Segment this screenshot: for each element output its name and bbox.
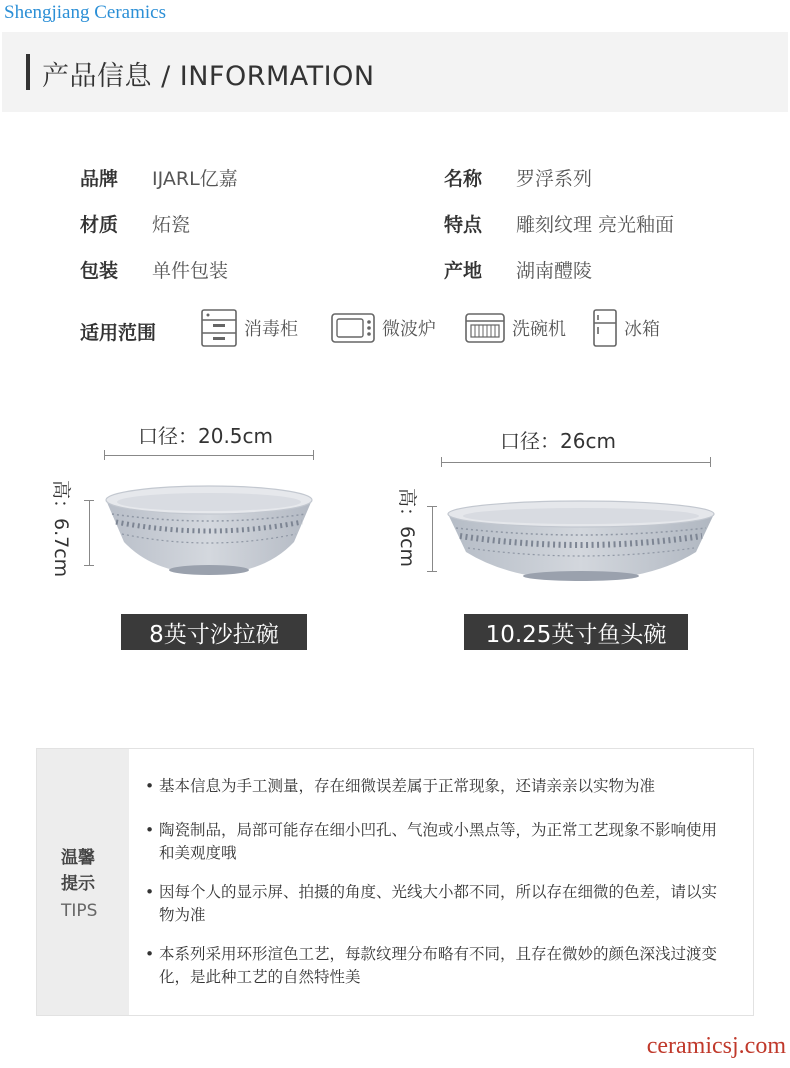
bullet: • — [145, 883, 155, 901]
microwave-icon — [330, 312, 376, 344]
dimension-tick — [710, 457, 711, 467]
usage-item-label: 洗碗机 — [512, 319, 566, 340]
spec-value: 单件包装 — [152, 260, 229, 282]
spec-key: 产地 — [444, 260, 483, 282]
spec-key: 特点 — [444, 214, 483, 236]
diameter-label: 口径：20.5cm — [138, 424, 274, 448]
spec-name — [444, 164, 592, 191]
bullet: • — [145, 821, 155, 839]
spec-key: 名称 — [444, 168, 483, 190]
bullet: • — [145, 945, 155, 963]
tips-sidebar — [37, 749, 129, 1015]
height-dimension-line — [89, 500, 90, 566]
tip-text: 因每个人的显示屏、拍摄的角度、光线大小都不同，所以存在细微的色差，请以实物为准 — [159, 883, 718, 924]
usage-row — [80, 306, 720, 350]
tips-box — [36, 748, 754, 1016]
spec-key: 包装 — [80, 260, 119, 282]
usage-item-microwave — [330, 306, 436, 350]
diameter-dimension-line — [104, 455, 314, 456]
salad-bowl-image — [104, 482, 314, 582]
watermark-bottom: ceramicsj.com — [646, 1033, 786, 1059]
diameter-dimension-line — [441, 462, 711, 463]
tip-text: 基本信息为手工测量，存在细微误差属于正常现象，还请亲亲以实物为准 — [159, 777, 656, 795]
spec-origin — [444, 256, 592, 283]
spec-key: 品牌 — [80, 168, 119, 190]
header-accent-bar — [26, 54, 30, 90]
dimension-tick — [313, 450, 314, 460]
spec-value: 雕刻纹理 亮光釉面 — [516, 214, 675, 236]
height-label: 高：6.7cm — [50, 480, 72, 578]
usage-item-refrigerator — [592, 306, 660, 350]
height-label: 高：6cm — [396, 488, 418, 568]
tips-title: 温馨提示 — [61, 848, 95, 894]
tip-text: 陶瓷制品，局部可能存在细小凹孔、气泡或小黑点等，为正常工艺现象不影响使用和美观度哦 — [159, 821, 718, 862]
watermark-top: Shengjiang Ceramics — [4, 2, 166, 23]
product-tag: 8英寸沙拉碗 — [121, 614, 307, 650]
usage-item-dishwasher — [464, 306, 566, 350]
refrigerator-icon — [592, 308, 618, 348]
sterilizer-cabinet-icon — [200, 308, 238, 348]
diameter-label: 口径：26cm — [500, 429, 616, 453]
section-header — [2, 32, 788, 112]
product-tag: 10.25英寸鱼头碗 — [464, 614, 688, 650]
height-dimension-line — [432, 506, 433, 572]
dimension-tick — [427, 506, 437, 507]
dimension-tick — [84, 565, 94, 566]
spec-value: 罗浮系列 — [516, 168, 593, 190]
usage-item-sterilizer — [200, 306, 298, 350]
spec-value: IJARL亿嘉 — [152, 168, 238, 190]
dimension-tick — [84, 500, 94, 501]
bullet: • — [145, 777, 155, 795]
spec-brand — [80, 164, 238, 191]
spec-packaging — [80, 256, 228, 283]
spec-material — [80, 210, 190, 237]
usage-item-label: 冰箱 — [624, 319, 660, 340]
tip-item — [145, 775, 731, 798]
usage-label: 适用范围 — [80, 322, 157, 344]
tip-item — [145, 943, 731, 989]
dimension-tick — [104, 450, 105, 460]
dishwasher-icon — [464, 312, 506, 344]
spec-value: 湖南醴陵 — [516, 260, 593, 282]
spec-key: 材质 — [80, 214, 119, 236]
dimension-tick — [441, 457, 442, 467]
page-title: 产品信息 / INFORMATION — [42, 61, 375, 92]
dimension-tick — [427, 571, 437, 572]
spec-value: 炻瓷 — [152, 214, 191, 236]
tips-title-en: TIPS — [61, 901, 98, 921]
usage-item-label: 微波炉 — [382, 319, 436, 340]
tip-item — [145, 881, 731, 927]
usage-item-label: 消毒柜 — [244, 319, 298, 340]
tip-item — [145, 819, 731, 865]
spec-feature — [444, 210, 674, 237]
tip-text: 本系列采用环形渲色工艺，每款纹理分布略有不同，且存在微妙的颜色深浅过渡变化，是此种工艺的自然特性美 — [159, 945, 718, 986]
fish-bowl-image — [446, 494, 716, 588]
